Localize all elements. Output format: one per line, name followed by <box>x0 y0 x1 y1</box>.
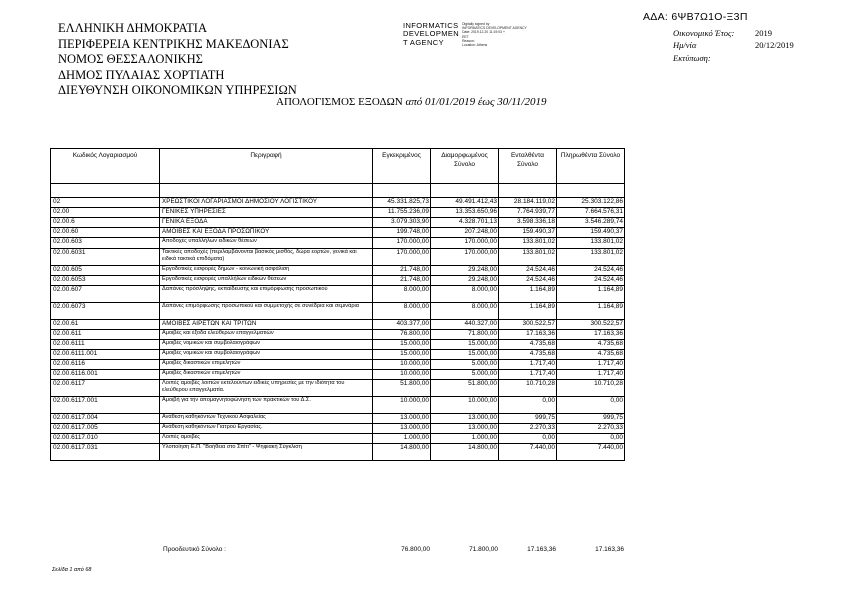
account-code: 02.00.60 <box>51 228 160 238</box>
approved-amount: 10.000,00 <box>373 360 431 370</box>
table-row <box>51 360 625 370</box>
report-title-period: από 01/01/2019 έως 30/11/2019 <box>405 96 547 108</box>
ordered-amount: 2.270,33 <box>499 424 557 434</box>
paid-amount: 1.717,40 <box>557 360 625 370</box>
account-description: Αμοιβές νομικών και συμβολαιογράφων <box>160 350 373 360</box>
approved-amount: 170.000,00 <box>373 238 431 249</box>
progressive-total-label: Προοδευτικό Σύνολο : <box>163 546 226 553</box>
paid-amount: 0,00 <box>557 434 625 444</box>
paid-amount: 25.303.122,86 <box>557 198 625 208</box>
approved-amount: 21.748,00 <box>373 276 431 286</box>
shaped-amount: 51.800,00 <box>431 380 499 397</box>
account-description: Αμοιβές δικαστικών επιμελητών <box>160 370 373 380</box>
approved-amount: 10.000,00 <box>373 397 431 414</box>
table-row <box>51 397 625 414</box>
ordered-amount: 300.522,57 <box>499 320 557 330</box>
approved-amount: 15.000,00 <box>373 350 431 360</box>
progressive-shaped: 71.800,00 <box>469 546 498 553</box>
paid-amount: 1.164,89 <box>557 286 625 303</box>
shaped-amount: 13.353.650,96 <box>431 208 499 218</box>
account-code: 02.00.6117.004 <box>51 414 160 424</box>
account-description: Λοιπές αμοιβές <box>160 434 373 444</box>
shaped-amount: 49.491.412,43 <box>431 198 499 208</box>
table-row <box>51 238 625 249</box>
shaped-amount: 8.000,00 <box>431 286 499 303</box>
signer-name: INFORMATICS DEVELOPMEN T AGENCY <box>403 21 460 47</box>
table-row <box>51 434 625 444</box>
report-title <box>276 96 547 108</box>
ordered-amount: 999,75 <box>499 414 557 424</box>
table-row <box>51 303 625 320</box>
approved-amount: 51.800,00 <box>373 380 431 397</box>
account-description: Ανάθεση καθηκόντων Γιατρού Εργασίας. <box>160 424 373 434</box>
account-code: 02.00.605 <box>51 266 160 276</box>
ordered-amount: 28.184.119,02 <box>499 198 557 208</box>
paid-amount: 10.710,28 <box>557 380 625 397</box>
ordered-amount: 1.717,40 <box>499 370 557 380</box>
shaped-amount: 170.000,00 <box>431 238 499 249</box>
account-code: 02.00.6073 <box>51 303 160 320</box>
table-row <box>51 320 625 330</box>
table-header-row <box>51 149 625 184</box>
table-row <box>51 350 625 360</box>
approved-amount: 76.800,00 <box>373 330 431 340</box>
date-value: 20/12/2019 <box>755 40 794 51</box>
shaped-amount: 29.248,00 <box>431 276 499 286</box>
fiscal-year-value: 2019 <box>755 28 772 38</box>
account-description: Αμοιβές δικαστικών επιμελητών <box>160 360 373 370</box>
ordered-amount: 24.524,46 <box>499 266 557 276</box>
account-code: 02.00.6111 <box>51 340 160 350</box>
account-code: 02.00 <box>51 208 160 218</box>
table-row <box>51 370 625 380</box>
column-header: Εγκεκριμένος <box>373 149 431 184</box>
shaped-amount: 5.000,00 <box>431 360 499 370</box>
account-code: 02.00.6111.001 <box>51 350 160 360</box>
approved-amount: 14.800,00 <box>373 444 431 461</box>
table-row <box>51 266 625 276</box>
digital-signature-stamp <box>403 22 528 47</box>
approved-amount: 21.748,00 <box>373 266 431 276</box>
ordered-amount: 0,00 <box>499 434 557 444</box>
table-row <box>51 424 625 434</box>
shaped-amount: 13.000,00 <box>431 414 499 424</box>
progressive-ordered: 17.163,36 <box>527 546 556 553</box>
table-row <box>51 249 625 266</box>
paid-amount: 4.735,68 <box>557 350 625 360</box>
ordered-amount: 133.801,02 <box>499 238 557 249</box>
ordered-amount: 159.490,37 <box>499 228 557 238</box>
account-description: Ανάθεση καθηκόντων Τεχνικού Ασφαλείας <box>160 414 373 424</box>
account-description: Υλοποίηση Ε.Π. "Βοήθεια στο Σπίτι" - Ψηφιακή Σύγκλιση <box>160 444 373 461</box>
shaped-amount: 8.000,00 <box>431 303 499 320</box>
table-row <box>51 208 625 218</box>
org-line: ΔΗΜΟΣ ΠΥΛΑΙΑΣ ΧΟΡΤΙΑΤΗ <box>58 67 225 82</box>
printed-value <box>755 52 805 64</box>
approved-amount: 10.000,00 <box>373 370 431 380</box>
account-description: Αμοιβές και έξοδα ελεύθερων επαγγελματιών <box>160 330 373 340</box>
account-code: 02 <box>51 198 160 208</box>
table-row <box>51 228 625 238</box>
progressive-total <box>50 546 624 553</box>
paid-amount: 0,00 <box>557 397 625 414</box>
account-description: Εργοδοτικές εισφορές υπαλλήλων ειδικών θέσεων <box>160 276 373 286</box>
column-header: Διαμορφωμένος Σύνολο <box>431 149 499 184</box>
paid-amount: 2.270,33 <box>557 424 625 434</box>
org-line: ΠΕΡΙΦΕΡΕΙΑ ΚΕΝΤΡΙΚΗΣ ΜΑΚΕΔΟΝΙΑΣ <box>58 36 289 51</box>
paid-amount: 3.546.289,74 <box>557 218 625 228</box>
page-number: Σελίδα 1 από 68 <box>52 567 92 573</box>
account-description: Τακτικές αποδοχές (περιλαμβάνονται βασικός μισθός, δώρα εορτών, γενικά και ειδικά τακτικά επιδόματα) <box>160 249 373 266</box>
fiscal-year-label: Οικονομικό Έτος: <box>673 28 735 38</box>
approved-amount: 1.000,00 <box>373 434 431 444</box>
account-description: Αμοιβή για την απομαγνητοφώνηση των πρακτικών του Δ.Σ. <box>160 397 373 414</box>
table-row <box>51 380 625 397</box>
paid-amount: 133.801,02 <box>557 238 625 249</box>
shaped-amount: 13.000,00 <box>431 424 499 434</box>
account-description: Λοιπές αμοιβές λοιπών εκτελούντων ειδικές υπηρεσίες με την ιδιότητα του ελεύθερου επαγγελματία. <box>160 380 373 397</box>
approved-amount: 13.000,00 <box>373 414 431 424</box>
shaped-amount: 71.800,00 <box>431 330 499 340</box>
shaped-amount: 14.800,00 <box>431 444 499 461</box>
table-row <box>51 414 625 424</box>
account-description: ΑΜΟΙΒΕΣ ΑΙΡΕΤΩΝ ΚΑΙ ΤΡΙΤΩΝ <box>160 320 373 330</box>
table-row <box>51 444 625 461</box>
account-code: 02.00.6117 <box>51 380 160 397</box>
paid-amount: 4.735,68 <box>557 340 625 350</box>
paid-amount: 1.717,40 <box>557 370 625 380</box>
table-row <box>51 286 625 303</box>
account-code: 02.00.6116.001 <box>51 370 160 380</box>
ordered-amount: 17.163,36 <box>499 330 557 340</box>
shaped-amount: 10.000,00 <box>431 397 499 414</box>
shaped-amount: 4.328.701,13 <box>431 218 499 228</box>
report-title-main: ΑΠΟΛΟΓΙΣΜΟΣ ΕΞΟΔΩΝ <box>276 96 403 108</box>
table-row <box>51 218 625 228</box>
ordered-amount: 4.735,68 <box>499 340 557 350</box>
approved-amount: 403.377,00 <box>373 320 431 330</box>
paid-amount: 7.440,00 <box>557 444 625 461</box>
account-code: 02.00.6031 <box>51 249 160 266</box>
table-row <box>51 330 625 340</box>
column-header: Περιγραφή <box>160 149 373 184</box>
shaped-amount: 440.327,00 <box>431 320 499 330</box>
ordered-amount: 1.164,89 <box>499 303 557 320</box>
shaped-amount: 207.248,00 <box>431 228 499 238</box>
approved-amount: 13.000,00 <box>373 424 431 434</box>
date-label: Ημ/νία <box>673 40 697 51</box>
ordered-amount: 0,00 <box>499 397 557 414</box>
shaped-amount: 15.000,00 <box>431 350 499 360</box>
table-spacer-row <box>51 184 625 198</box>
account-description: Δαπάνες επιμόρφωσης προσωπικού και συμμετοχής σε συνέδρια και σεμινάρια <box>160 303 373 320</box>
document-meta <box>673 27 805 64</box>
shaped-amount: 1.000,00 <box>431 434 499 444</box>
approved-amount: 8.000,00 <box>373 286 431 303</box>
approved-amount: 199.748,00 <box>373 228 431 238</box>
account-code: 02.00.6117.010 <box>51 434 160 444</box>
account-code: 02.00.6117.005 <box>51 424 160 434</box>
account-code: 02.00.603 <box>51 238 160 249</box>
ordered-amount: 1.717,40 <box>499 360 557 370</box>
account-code: 02.00.6117.031 <box>51 444 160 461</box>
approved-amount: 15.000,00 <box>373 340 431 350</box>
table-row <box>51 340 625 350</box>
approved-amount: 170.000,00 <box>373 249 431 266</box>
column-header: Πληρωθέντα Σύνολο <box>557 149 625 184</box>
column-header: Ενταλθέντα Σύνολο <box>499 149 557 184</box>
shaped-amount: 29.248,00 <box>431 266 499 276</box>
shaped-amount: 170.000,00 <box>431 249 499 266</box>
printed-label: Εκτύπωση: <box>673 52 711 63</box>
table-row <box>51 198 625 208</box>
account-description: ΑΜΟΙΒΕΣ ΚΑΙ ΕΞΟΔΑ ΠΡΟΣΩΠΙΚΟΥ <box>160 228 373 238</box>
ordered-amount: 24.524,46 <box>499 276 557 286</box>
progressive-approved: 76.800,00 <box>401 546 430 553</box>
account-description: ΓΕΝΙΚΕΣ ΥΠΗΡΕΣΙΕΣ <box>160 208 373 218</box>
approved-amount: 3.079.303,90 <box>373 218 431 228</box>
table-body <box>51 184 625 461</box>
paid-amount: 24.524,46 <box>557 266 625 276</box>
shaped-amount: 5.000,00 <box>431 370 499 380</box>
organization-header <box>58 21 297 99</box>
signature-details: Digitally signed by INFORMATICS DEVELOPMENT AGENCY Date: 2019.12.20 11:19:03 + EET Reason: Location: Athens <box>462 22 527 48</box>
paid-amount: 7.664.576,31 <box>557 208 625 218</box>
approved-amount: 11.755.236,09 <box>373 208 431 218</box>
paid-amount: 1.164,89 <box>557 303 625 320</box>
account-code: 02.00.6 <box>51 218 160 228</box>
ordered-amount: 7.764.939,77 <box>499 208 557 218</box>
shaped-amount: 15.000,00 <box>431 340 499 350</box>
account-code: 02.00.611 <box>51 330 160 340</box>
paid-amount: 159.490,37 <box>557 228 625 238</box>
account-code: 02.00.6116 <box>51 360 160 370</box>
account-code: 02.00.607 <box>51 286 160 303</box>
account-description: Αμοιβές νομικών και συμβολαιογράφων <box>160 340 373 350</box>
ordered-amount: 3.598.336,18 <box>499 218 557 228</box>
account-code: 02.00.6117.001 <box>51 397 160 414</box>
account-description: ΧΡΕΩΣΤΙΚΟΙ ΛΟΓΑΡΙΑΣΜΟΙ ΔΗΜΟΣΙΟΥ ΛΟΓΙΣΤΙΚΟΥ <box>160 198 373 208</box>
paid-amount: 17.163,36 <box>557 330 625 340</box>
paid-amount: 133.801,02 <box>557 249 625 266</box>
column-header: Κωδικός Λογαριασμού <box>51 149 160 184</box>
ordered-amount: 10.710,28 <box>499 380 557 397</box>
ordered-amount: 133.801,02 <box>499 249 557 266</box>
paid-amount: 300.522,57 <box>557 320 625 330</box>
ada-code: ΑΔΑ: 6ΨΒ7Ω1Ο-Ξ3Π <box>643 11 748 23</box>
expenses-table <box>50 148 625 461</box>
org-line: ΕΛΛΗΝΙΚΗ ΔΗΜΟΚΡΑΤΙΑ <box>58 21 207 35</box>
ordered-amount: 1.164,89 <box>499 286 557 303</box>
org-line: ΝΟΜΟΣ ΘΕΣΣΑΛΟΝΙΚΗΣ <box>58 52 203 66</box>
paid-amount: 24.524,46 <box>557 276 625 286</box>
table-row <box>51 276 625 286</box>
approved-amount: 45.331.825,73 <box>373 198 431 208</box>
account-description: Αποδοχές υπαλλήλων ειδικών θέσεων <box>160 238 373 249</box>
ordered-amount: 7.440,00 <box>499 444 557 461</box>
account-description: Δαπάνες πρόσληψης, εκπαίδευσης και επιμόρφωσης προσωπικού <box>160 286 373 303</box>
progressive-paid: 17.163,36 <box>595 546 624 553</box>
account-code: 02.00.6053 <box>51 276 160 286</box>
account-code: 02.00.61 <box>51 320 160 330</box>
approved-amount: 8.000,00 <box>373 303 431 320</box>
ordered-amount: 4.735,68 <box>499 350 557 360</box>
paid-amount: 999,75 <box>557 414 625 424</box>
org-line: ΔΙΕΥΘΥΝΣΗ ΟΙΚΟΝΟΜΙΚΩΝ ΥΠΗΡΕΣΙΩΝ <box>58 83 297 97</box>
account-description: ΓΕΝΙΚΑ ΕΞΟΔΑ <box>160 218 373 228</box>
account-description: Εργοδοτικές εισφορές δήμων - κοινωνική ασφάλιση <box>160 266 373 276</box>
